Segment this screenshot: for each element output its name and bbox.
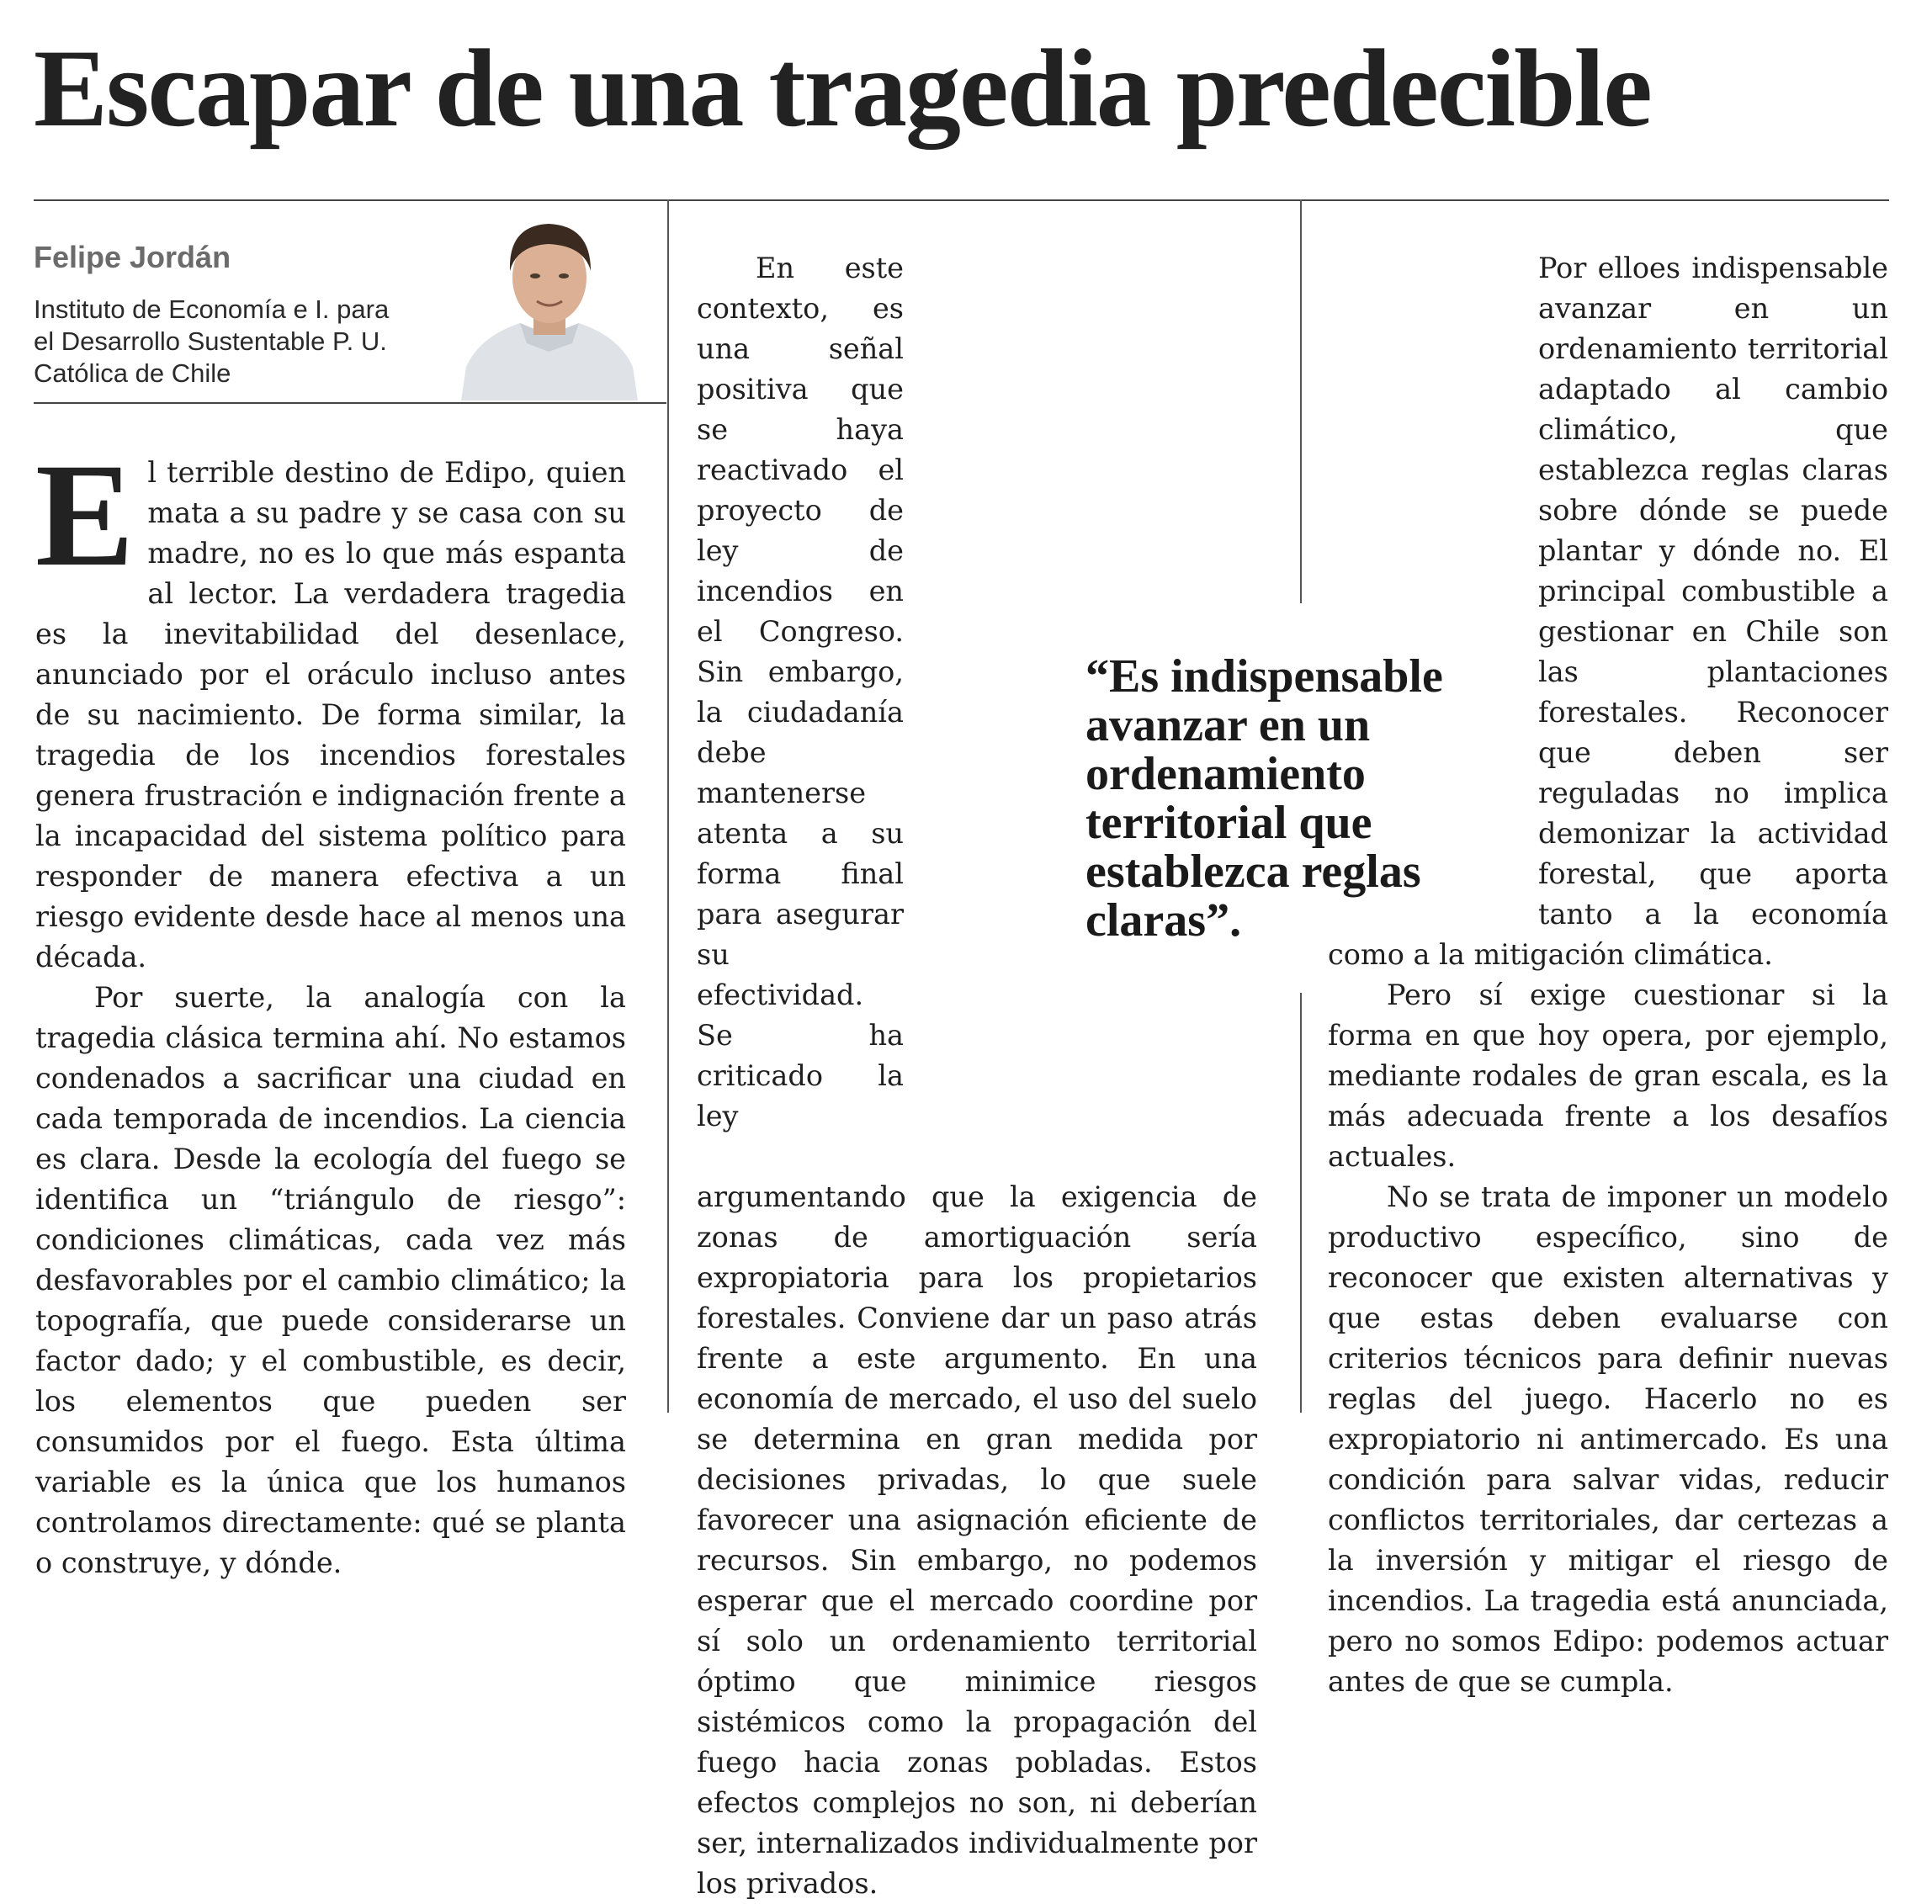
article-paragraph: Pero sí exige cuestionar si la forma en que hoy opera, por ejemplo, mediante rodales de gran escala, es la más adecuada frente a los desafíos actuales. bbox=[1328, 979, 1888, 1173]
author-portrait-icon bbox=[461, 209, 638, 400]
article-paragraph: Por elloes indispensable avanzar en un ordenamiento territorial adaptado al cambio climático, que establezca reglas claras sobre dónde se puede plantar y dónde no. El principal combustible a gestionar en Chile son las plantaciones forestales. Reconocer que deben ser reguladas no implica demonizar la actividad forestal, que aporta tanto a la economía como a la mitigación climática. bbox=[1328, 252, 1888, 971]
author-box bbox=[34, 240, 488, 390]
author-affiliation-line: Instituto de Economía e I. para bbox=[34, 294, 390, 324]
author-affiliation-line: el Desarrollo Sustentable P. U. bbox=[34, 326, 387, 356]
author-name: Felipe Jordán bbox=[34, 240, 231, 274]
column-divider bbox=[1300, 993, 1302, 1413]
author-affiliation-line: Católica de Chile bbox=[34, 358, 231, 388]
article-column-1 bbox=[35, 433, 626, 1583]
top-rule bbox=[34, 199, 1889, 201]
column-divider bbox=[667, 199, 669, 1413]
article-paragraph: Por suerte, la analogía con la tragedia clásica termina ahí. No estamos condenados a sacrificar una ciudad en cada temporada de incendios. La ciencia es clara. Desde la ecología del fuego se identifica un “triángulo de riesgo”: condiciones climáticas, cada vez más desfavorables por el cambio climático; la topografía, que puede considerarse un factor dado; y el combustible, es decir, los elementos que pueden ser consumidos por el fuego. Esta última variable es la única que los humanos controlamos directamente: qué se planta o construye, y dónde. bbox=[35, 981, 626, 1579]
drop-cap: E bbox=[35, 433, 135, 597]
column-divider bbox=[1300, 199, 1302, 603]
pull-quote: “Es indispensable avanzar en un ordenamiento territorial que establezca reglas claras”. bbox=[1085, 650, 1443, 947]
article-paragraph: En este contexto, es una señal positiva que se haya reactivado el proyecto de ley de incendios en el Congreso. Sin embargo, la ciudadanía debe mantenerse atenta a su forma final para asegurar su efectividad. Se ha criticado la ley argumentando que la exigencia de zonas de amortiguación sería expropiatoria para los propietarios forestales. Conviene dar un paso atrás frente a este argumento. En una economía de mercado, el uso del suelo se determina en gran medida por decisiones privadas, lo que suele favorecer una asignación eficiente de recursos. Sin embargo, no podemos esperar que el mercado coordine por sí solo un ordenamiento territorial óptimo que minimice riesgos sistémicos como la propagación del fuego hacia zonas pobladas. Estos efectos complejos no son, ni deberían ser, internalizados individualmente por los privados. bbox=[697, 252, 1257, 1900]
article-paragraph: l terrible destino de Edipo, quien mata a su padre y se casa con su madre, no es lo que más espanta al lector. La verdadera tragedia es la inevitabilidad del desenlace, anunciado por el oráculo incluso antes de su nacimiento. De forma similar, la tragedia de los incendios forestales genera frustración e indignación frente a la incapacidad del sistema político para responder de manera efectiva a un riesgo evidente desde hace al menos una década. bbox=[35, 456, 626, 973]
headline: Escapar de una tragedia predecible bbox=[34, 26, 1651, 150]
article-column-3 bbox=[1328, 248, 1888, 1702]
author-rule bbox=[34, 402, 666, 404]
article-paragraph: No se trata de imponer un modelo productivo específico, sino de reconocer que existen alternativas y que estas deben evaluarse con criterios técnicos para definir nuevas reglas del juego. Hacerlo no es expropiatorio ni antimercado. Es una condición para salvar vidas, reducir conflictos territoriales, dar certezas a la inversión y mitigar el riesgo de incendios. La tragedia está anunciada, pero no somos Edipo: podemos actuar antes de que se cumpla. bbox=[1328, 1180, 1888, 1698]
article-column-2 bbox=[697, 248, 1257, 1904]
